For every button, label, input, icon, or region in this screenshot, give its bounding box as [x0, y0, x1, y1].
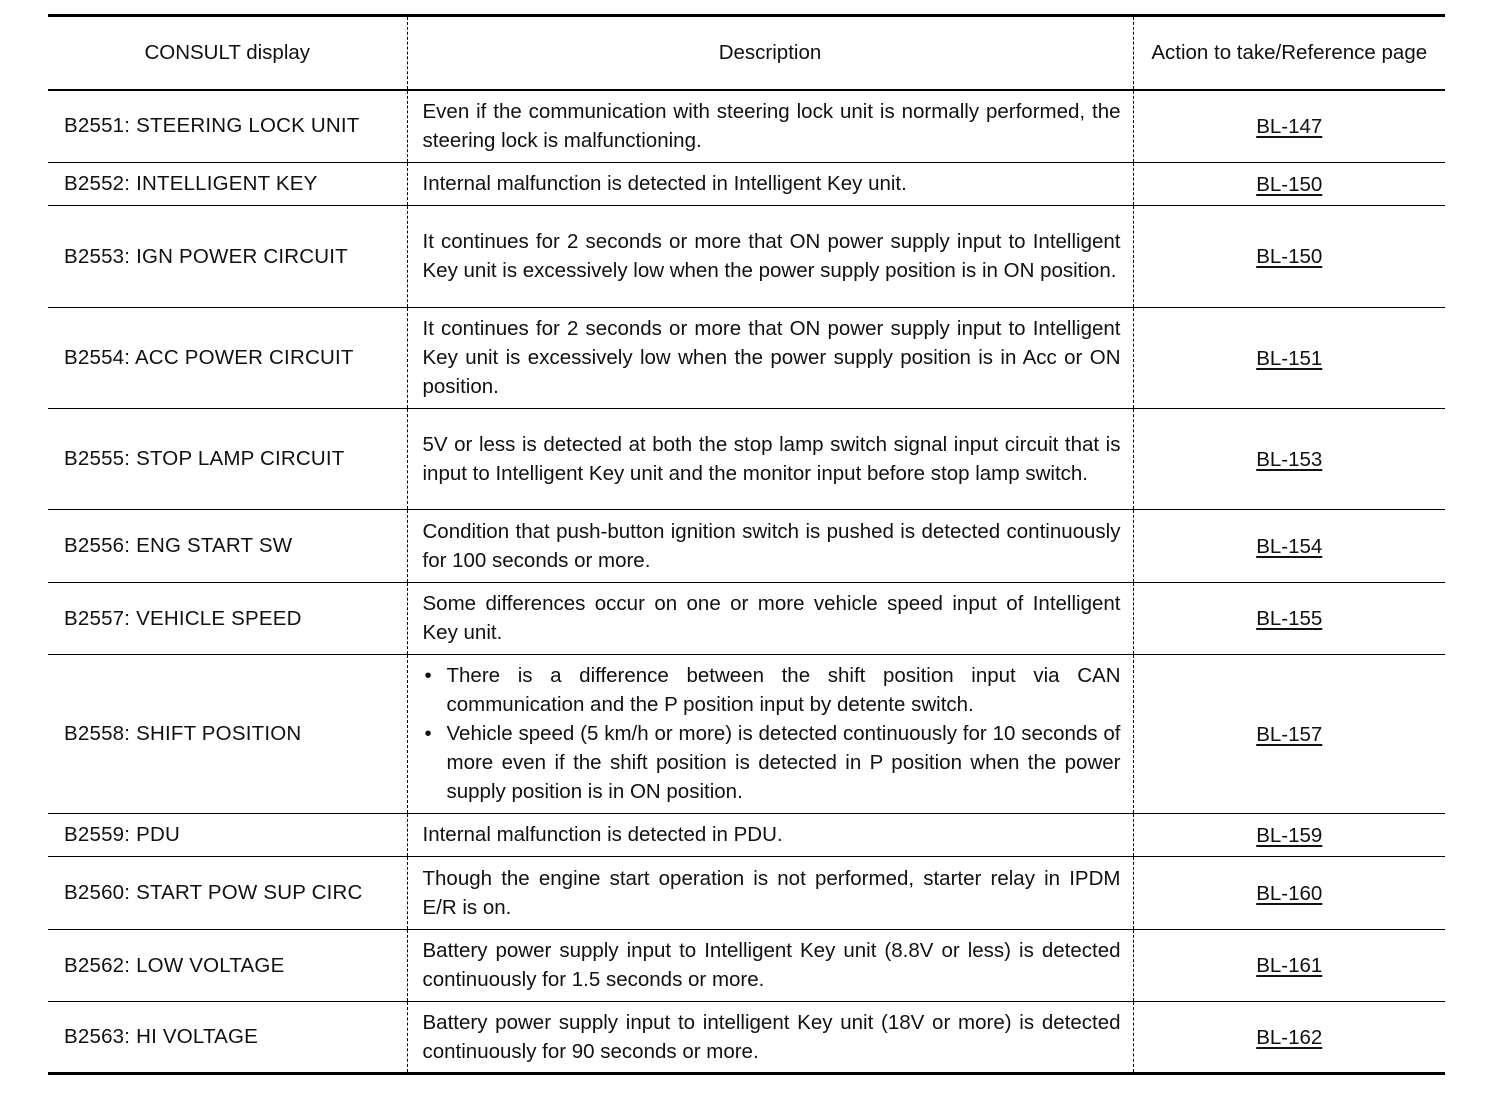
reference-link[interactable]: BL-153 [1256, 447, 1323, 471]
dtc-code: B2557: VEHICLE SPEED [48, 583, 407, 655]
dtc-description: Some differences occur on one or more vehicle speed input of Intelligent Key unit. [407, 583, 1133, 655]
bullet-icon: • [424, 722, 432, 745]
reference-link[interactable]: BL-155 [1256, 607, 1323, 630]
dtc-description [407, 655, 1133, 814]
dtc-code: B2563: HI VOLTAGE [48, 1002, 407, 1074]
dtc-code: B2556: ENG START SW [48, 510, 407, 583]
bullet-text: Vehicle speed (5 km/h or more) is detected continuously for 10 seconds of more even if the shift position is detected in P position when the power supply position is in ON position. [446, 722, 1121, 803]
reference-link[interactable]: BL-159 [1256, 823, 1323, 847]
reference-cell [1133, 655, 1445, 814]
dtc-code: B2553: IGN POWER CIRCUIT [48, 206, 407, 308]
table-row [48, 583, 1445, 655]
dtc-code: B2554: ACC POWER CIRCUIT [48, 308, 407, 409]
dtc-code: B2559: PDU [48, 814, 407, 857]
table-row [48, 1002, 1445, 1074]
table-row [48, 409, 1445, 510]
description-bullet-item [423, 719, 1121, 806]
dtc-description: Battery power supply input to Intelligent Key unit (8.8V or less) is detected continuously for 1.5 seconds or more. [407, 930, 1133, 1002]
dtc-description: Though the engine start operation is not performed, starter relay in IPDM E/R is on. [407, 857, 1133, 930]
reference-link[interactable]: BL-150 [1256, 172, 1323, 196]
table-header [48, 16, 1445, 90]
header-consult-display: CONSULT display [48, 16, 407, 90]
header-description: Description [407, 16, 1133, 90]
reference-cell [1133, 90, 1445, 163]
dtc-description: It continues for 2 seconds or more that ON power supply input to Intelligent Key unit is excessively low when the power supply position is in Acc or ON position. [407, 308, 1133, 409]
dtc-description: Condition that push-button ignition switch is pushed is detected continuously for 100 seconds or more. [407, 510, 1133, 583]
dtc-table [48, 14, 1445, 1075]
table-row [48, 308, 1445, 409]
reference-cell [1133, 583, 1445, 655]
table-row [48, 510, 1445, 583]
bullet-icon: • [424, 664, 432, 687]
table-row [48, 206, 1445, 308]
reference-link[interactable]: BL-147 [1256, 114, 1323, 138]
table-row [48, 90, 1445, 163]
description-bullet-item [423, 661, 1121, 719]
table-row [48, 930, 1445, 1002]
reference-link[interactable]: BL-150 [1256, 245, 1323, 268]
dtc-code: B2555: STOP LAMP CIRCUIT [48, 409, 407, 510]
dtc-code: B2560: START POW SUP CIRC [48, 857, 407, 930]
dtc-description: Internal malfunction is detected in PDU. [407, 814, 1133, 857]
dtc-description: Even if the communication with steering lock unit is normally performed, the steering lock is malfunctioning. [407, 90, 1133, 163]
reference-cell [1133, 308, 1445, 409]
reference-link[interactable]: BL-157 [1256, 722, 1323, 746]
table-row [48, 814, 1445, 857]
reference-link[interactable]: BL-154 [1256, 534, 1323, 558]
dtc-description: Battery power supply input to intelligent Key unit (18V or more) is detected continuously for 90 seconds or more. [407, 1002, 1133, 1074]
dtc-code: B2558: SHIFT POSITION [48, 655, 407, 814]
reference-link[interactable]: BL-151 [1256, 346, 1323, 370]
table-row [48, 857, 1445, 930]
dtc-code: B2562: LOW VOLTAGE [48, 930, 407, 1002]
table-row [48, 655, 1445, 814]
reference-link[interactable]: BL-162 [1256, 1025, 1323, 1049]
dtc-description: 5V or less is detected at both the stop lamp switch signal input circuit that is input to Intelligent Key unit and the monitor input before stop lamp switch. [407, 409, 1133, 510]
dtc-code: B2551: STEERING LOCK UNIT [48, 90, 407, 163]
description-bullet-list [423, 661, 1121, 806]
dtc-description: Internal malfunction is detected in Intelligent Key unit. [407, 163, 1133, 206]
reference-cell [1133, 1002, 1445, 1074]
reference-cell [1133, 409, 1445, 510]
bullet-text: There is a difference between the shift position input via CAN communication and the P position input by detente switch. [446, 664, 1121, 716]
reference-cell [1133, 206, 1445, 308]
reference-link[interactable]: BL-161 [1256, 954, 1323, 977]
reference-cell [1133, 857, 1445, 930]
header-action-reference: Action to take/Reference page [1133, 16, 1445, 90]
reference-link[interactable]: BL-160 [1256, 881, 1323, 905]
header-row [48, 16, 1445, 90]
dtc-code: B2552: INTELLIGENT KEY [48, 163, 407, 206]
dtc-description: It continues for 2 seconds or more that ON power supply input to Intelligent Key unit is excessively low when the power supply position is in ON position. [407, 206, 1133, 308]
reference-cell [1133, 814, 1445, 857]
reference-cell [1133, 163, 1445, 206]
table-body [48, 90, 1445, 1074]
reference-cell [1133, 930, 1445, 1002]
table-row [48, 163, 1445, 206]
reference-cell [1133, 510, 1445, 583]
